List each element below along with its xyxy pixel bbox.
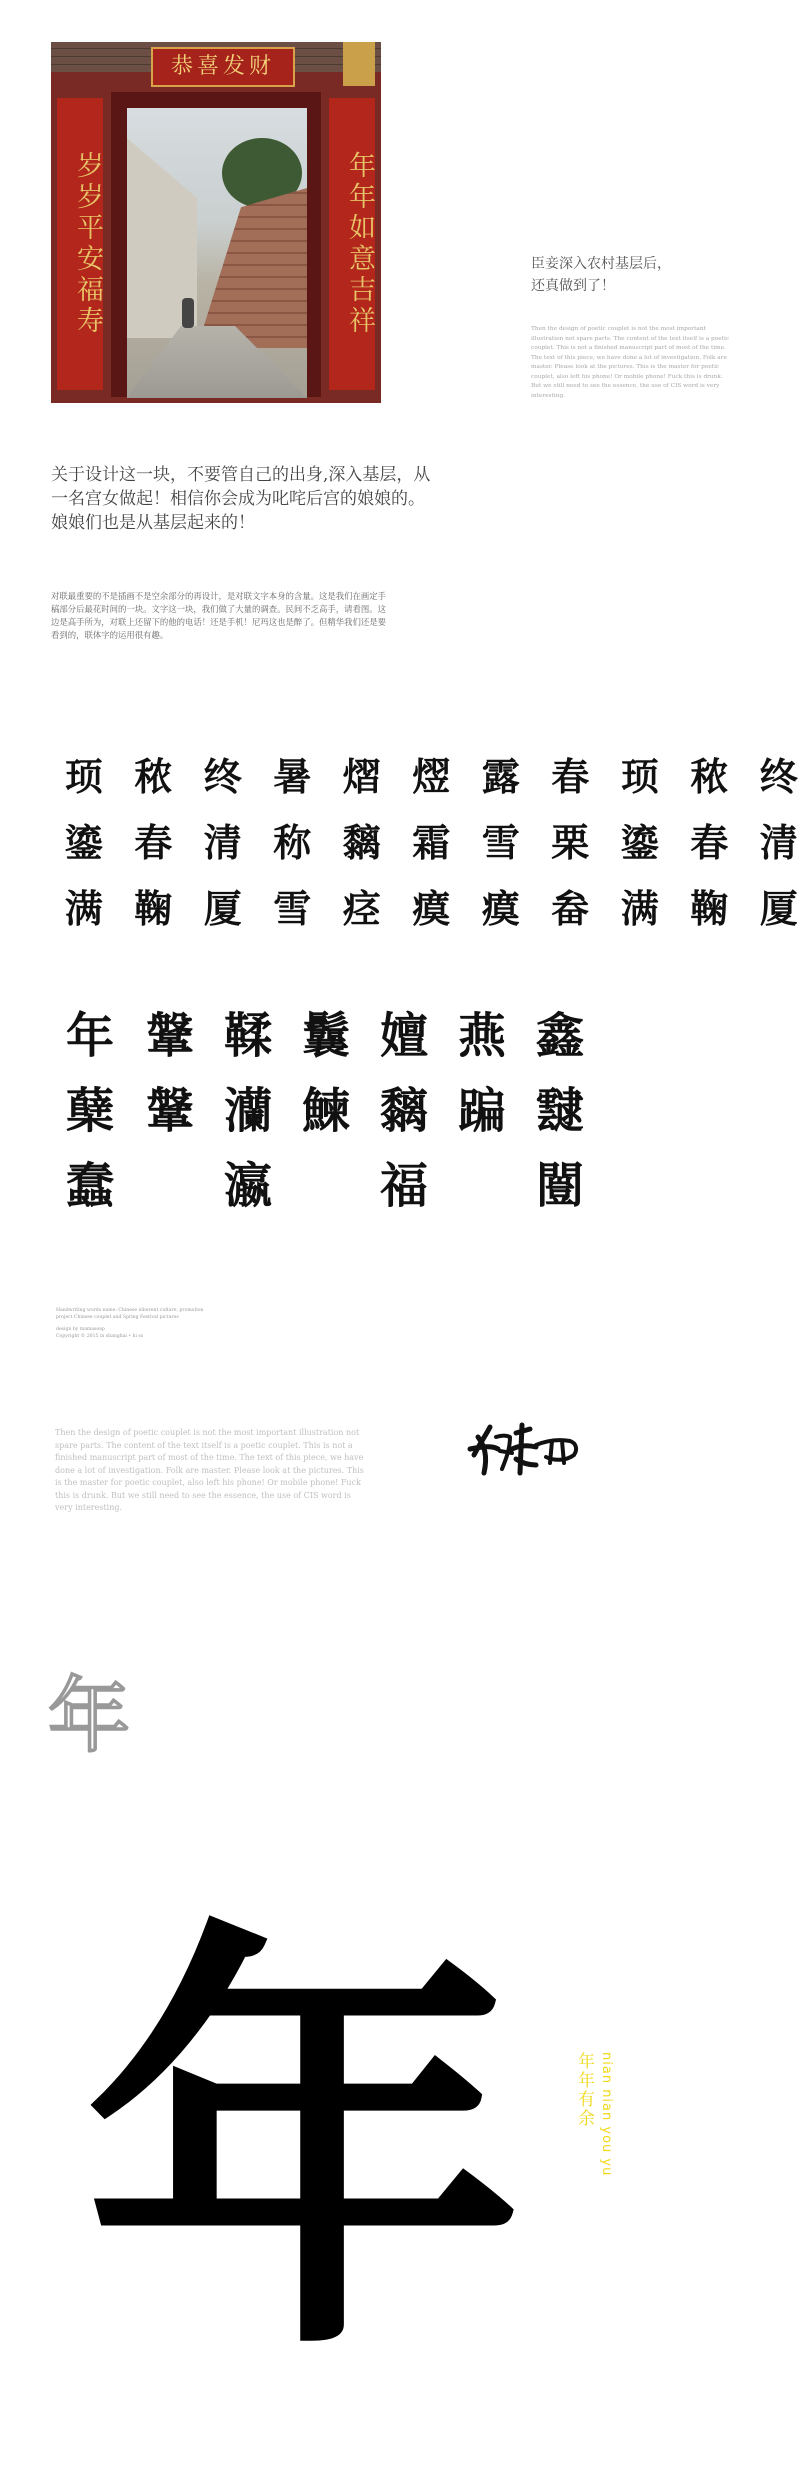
right-couplet-text: 年年如意吉祥 <box>344 151 375 337</box>
glyph: 春 <box>551 754 590 799</box>
hanzi-label: 年年有余 <box>574 2052 594 2128</box>
glyph: 称 <box>273 820 312 865</box>
caption-title-line1: 臣妾深入农村基层后， <box>531 256 671 272</box>
doorway-photo <box>51 42 381 403</box>
glyph: 满 <box>620 886 659 931</box>
corner-decoration <box>343 42 375 86</box>
yellow-vertical-label <box>572 2052 614 2232</box>
glyph: 黐 <box>342 820 381 865</box>
glyph: 鎏 <box>620 820 659 865</box>
glyph: 熠 <box>342 754 381 799</box>
glyph-row <box>49 878 800 940</box>
glyph: 年 <box>65 1008 114 1064</box>
glyph: 露 <box>481 754 520 799</box>
glyph: 鞶 <box>145 1008 194 1064</box>
right-couplet <box>329 98 375 390</box>
glyph: 瀛 <box>223 1158 272 1214</box>
credits-line: project Chinese couplet and Spring Festival pictures <box>56 1315 179 1320</box>
credits-line: design by mamaseap <box>56 1327 105 1332</box>
giant-glyph <box>44 1868 564 2428</box>
glyph: 黐 <box>379 1083 428 1139</box>
glyph: 雪 <box>481 820 520 865</box>
glyph: 春 <box>690 820 729 865</box>
glyph-row <box>49 1000 599 1072</box>
glyph <box>131 1150 209 1222</box>
glyph: 瘼 <box>412 886 451 931</box>
glyph: 霜 <box>412 820 451 865</box>
right-brick-wall <box>197 188 307 348</box>
signature-text: 好東西 <box>476 1435 479 1436</box>
intro-heading: 关于设计这一块，不要管自己的出身,深入基层，从一名宫女做起！相信你会成为叱咤后宫的娘娘的。娘娘们也是从基层起来的！ <box>51 465 431 533</box>
credits-line: Copyright © 2015 in shanghai • hi ss <box>56 1334 144 1339</box>
glyph: 秾 <box>690 754 729 799</box>
glyph: 鑫 <box>535 1008 584 1064</box>
glyph: 蹁 <box>457 1083 506 1139</box>
person-figure <box>182 298 194 328</box>
glyph: 厦 <box>759 886 798 931</box>
glyph: 灡 <box>223 1083 272 1139</box>
glyph: 秾 <box>134 754 173 799</box>
glyph-row <box>49 812 800 874</box>
glyph: 终 <box>759 754 798 799</box>
glyph: 鰊 <box>301 1083 350 1139</box>
intro-body: 对联最重要的不是插画不是空余部分的再设计，是对联文字本身的含量。这是我们在画定手稿部分后最花时间的一块。文字这一块，我们做了大量的调查。民间不乏高手，请看图。这边是高手所为，对联上还留下的他的电话！还是手机！尼玛这也是醉了。但精华我们还是要看到的，联体字的运用很有趣。 <box>51 591 386 640</box>
glyph: 鞣 <box>223 1008 272 1064</box>
glyph: 嬗 <box>379 1008 428 1064</box>
pinyin-label: nian nian you yu <box>599 2052 614 2177</box>
glyph: 鞠 <box>690 886 729 931</box>
glyph: 瘼 <box>481 886 520 931</box>
glyph: 鞶 <box>145 1083 194 1139</box>
english-paragraph: Then the design of poetic couplet is not the most important illustration not spare parts. The content of the text itself is a poetic couplet. This is not a finished manuscript part of most of the time. The text of this piece, we have done a lot of investigation. Folk are master. Please look at the pictures. This is the master for poetic couplet, also left his phone! Or mobile phone! Fuck this is drunk. But we still need to see the essence, the use of CIS word is very interesting. <box>55 1428 364 1512</box>
glyph: 福 <box>379 1158 428 1214</box>
glyph: 终 <box>203 754 242 799</box>
glyph: 春 <box>134 820 173 865</box>
glyph: 暑 <box>273 754 312 799</box>
giant-glyph-text: 年 <box>84 1892 524 2404</box>
left-couplet <box>57 98 103 390</box>
glyph <box>287 1150 365 1222</box>
lintel-banner <box>151 47 295 87</box>
glyph: 满 <box>64 886 103 931</box>
glyph: 蘖 <box>65 1083 114 1139</box>
outline-glyph: 年 <box>48 1668 131 1764</box>
glyph-row <box>49 1150 599 1222</box>
glyph: 顼 <box>620 754 659 799</box>
glyph: 雪 <box>273 886 312 931</box>
glyph: 顼 <box>64 754 103 799</box>
glyph: 鞠 <box>134 886 173 931</box>
glyph: 栗 <box>551 820 590 865</box>
lintel-text: 恭喜发财 <box>170 54 275 79</box>
glyph: 鬤 <box>301 1008 350 1064</box>
glyph: 燕 <box>457 1008 506 1064</box>
caption-body: Then the design of poetic couplet is not the most important illustration not spare parts. The content of the text itself is a poetic couplet. This is not a finished manuscript part of most of the time. The text of this piece, we have done a lot of investigation. Folk are master. Please look at the pictures. This is the master for poetic couplet, also left his phone! Or mobile phone! Fuck this is drunk. But we still need to see the essence, the use of CIS word is very interesting. <box>531 326 730 399</box>
caption-title-line2: 还真做到了！ <box>531 278 615 294</box>
caption-title <box>531 253 751 297</box>
glyph: 闓 <box>535 1158 584 1214</box>
glyph: 熤 <box>412 754 451 799</box>
alley-view <box>127 108 307 398</box>
glyph: 畚 <box>551 886 590 931</box>
glyph: 厦 <box>203 886 242 931</box>
glyph: 清 <box>203 820 242 865</box>
left-couplet-text: 岁岁平安福寿 <box>72 151 103 337</box>
glyph <box>443 1150 521 1222</box>
credits <box>56 1307 256 1340</box>
credits-line: Handwriting words name: Chinese inherent culture, promotion <box>56 1308 204 1313</box>
glyph: 鎏 <box>64 820 103 865</box>
glyph: 靆 <box>535 1083 584 1139</box>
glyph: 清 <box>759 820 798 865</box>
signature-logo <box>466 1415 586 1485</box>
glyph: 蠢 <box>65 1158 114 1214</box>
glyph: 痉 <box>342 886 381 931</box>
glyph-row <box>49 746 800 808</box>
glyph-row <box>49 1075 599 1147</box>
